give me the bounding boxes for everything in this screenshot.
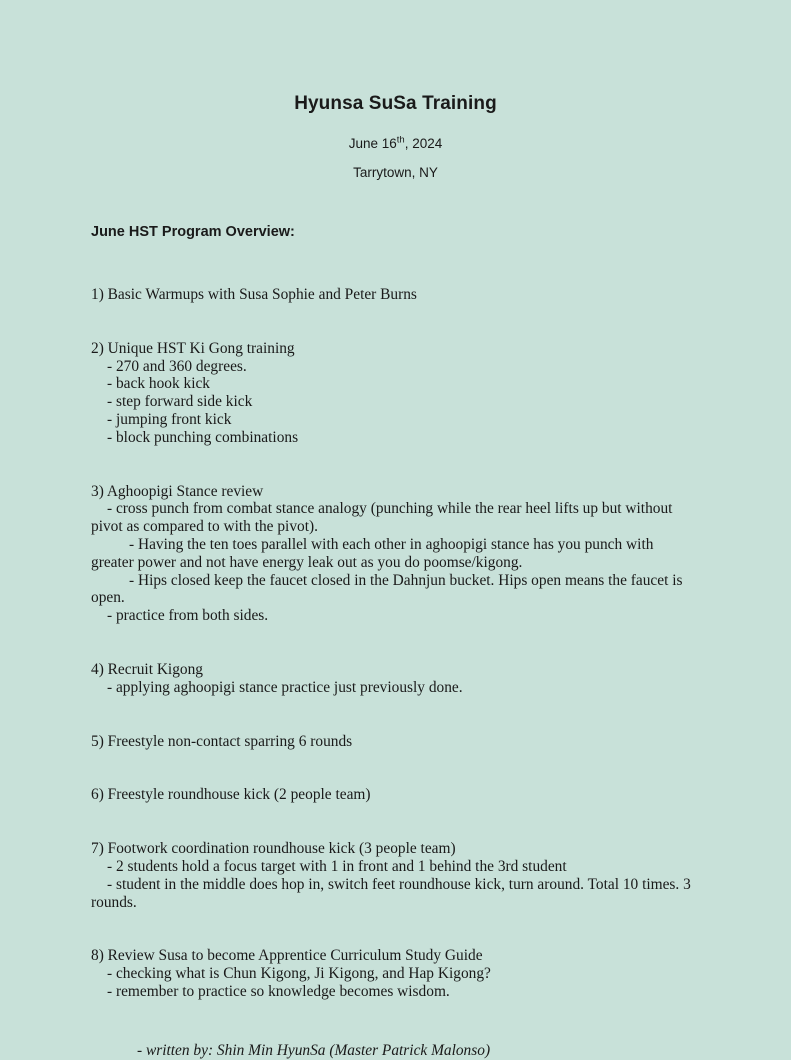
date-ordinal-suffix: th xyxy=(396,134,405,146)
section-item: - 270 and 360 degrees. xyxy=(107,357,247,375)
sections-list xyxy=(91,286,697,1001)
section-item: - student in the middle does hop in, switch feet roundhouse kick, turn around. Total 10 times. 3 rounds. xyxy=(91,875,691,911)
section-item: - 2 students hold a focus target with 1 in front and 1 behind the 3rd student xyxy=(107,857,567,875)
section-item: - remember to practice so knowledge becomes wisdom. xyxy=(107,982,450,1000)
section-6 xyxy=(91,786,697,804)
document-body xyxy=(91,223,697,1060)
section-item: - Hips closed keep the faucet closed in the Dahnjun bucket. Hips open means the faucet is open. xyxy=(91,571,683,607)
section-7 xyxy=(91,840,697,911)
section-title: 8) Review Susa to become Apprentice Curriculum Study Guide xyxy=(91,947,483,965)
section-item: - step forward side kick xyxy=(107,393,253,411)
signature-line: - written by: Shin Min HyunSa (Master Patrick Malonso) xyxy=(137,1041,491,1059)
overview-heading: June HST Program Overview: xyxy=(91,224,295,240)
section-title: 2) Unique HST Ki Gong training xyxy=(91,339,295,357)
section-item: - jumping front kick xyxy=(107,410,232,428)
section-item: - cross punch from combat stance analogy (punching while the rear heel lifts up but without pivot as compared to with the pivot). xyxy=(91,500,673,536)
date-year: , 2024 xyxy=(404,136,443,151)
section-item: - Having the ten toes parallel with each other in aghoopigi stance has you punch with greater power and not have energy leak out as you do poomse/kigong. xyxy=(91,535,654,571)
document-header xyxy=(0,0,791,181)
section-title: 3) Aghoopigi Stance review xyxy=(91,482,264,500)
section-8 xyxy=(91,947,697,1000)
section-5 xyxy=(91,733,697,751)
section-title: 5) Freestyle non-contact sparring 6 rounds xyxy=(91,732,353,750)
section-item: - block punching combinations xyxy=(107,428,299,446)
section-item: - applying aghoopigi stance practice just previously done. xyxy=(107,678,463,696)
page-title: Hyunsa SuSa Training xyxy=(294,93,497,114)
section-1 xyxy=(91,286,697,304)
section-item: - checking what is Chun Kigong, Ji Kigong, and Hap Kigong? xyxy=(107,965,491,983)
section-item: - practice from both sides. xyxy=(107,607,269,625)
section-title: 1) Basic Warmups with Susa Sophie and Peter Burns xyxy=(91,286,417,303)
document-location: Tarrytown, NY xyxy=(353,165,438,180)
document-date xyxy=(0,115,791,152)
section-4 xyxy=(91,661,697,697)
section-title: 6) Freestyle roundhouse kick (2 people team) xyxy=(91,786,371,804)
section-3 xyxy=(91,483,697,625)
date-prefix: June 16 xyxy=(348,136,397,151)
section-title: 4) Recruit Kigong xyxy=(91,660,203,678)
section-2 xyxy=(91,340,697,447)
section-title: 7) Footwork coordination roundhouse kick (3 people team) xyxy=(91,840,456,858)
section-item: - back hook kick xyxy=(107,375,210,393)
